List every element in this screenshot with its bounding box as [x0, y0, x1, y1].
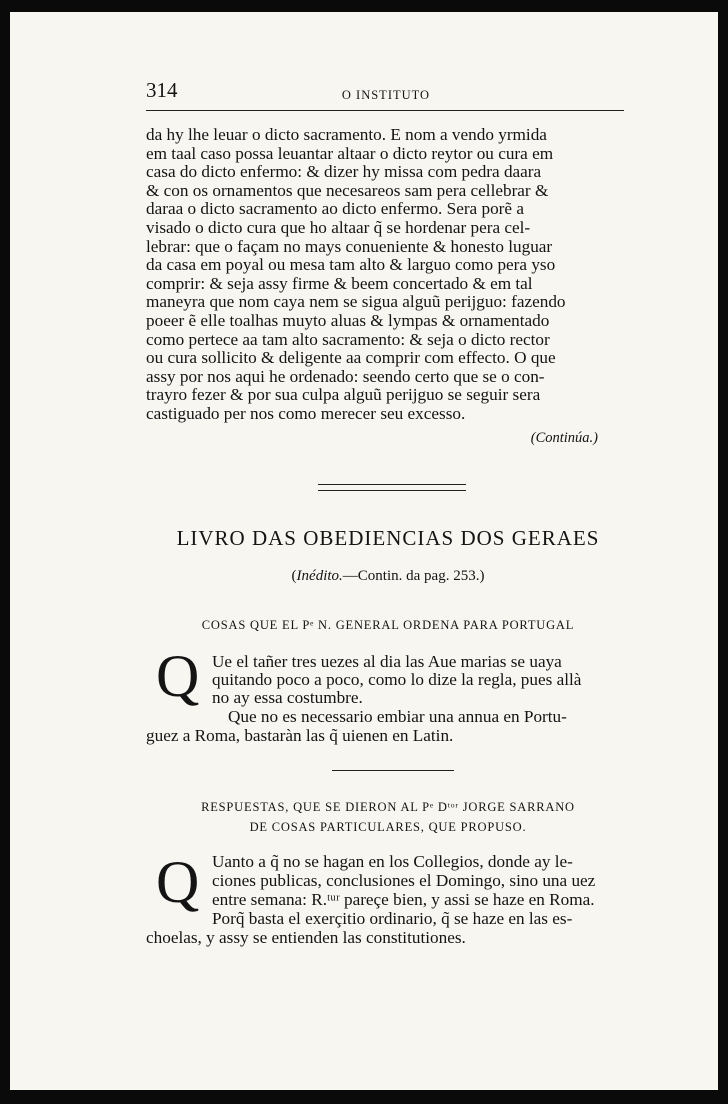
- text-line: como pertece aa tam alto sacramento: & seja o dicto rector: [146, 329, 550, 349]
- text-line: ou cura sollicito & deligente aa comprir com effecto. O que: [146, 348, 556, 368]
- text-line: casa do dicto enfermo: & dizer hy missa com pedra daara: [146, 162, 542, 182]
- text-line: castiguado per nos como merecer seu excesso.: [146, 403, 466, 423]
- text-line: em taal caso possa leuantar altaar o dicto reytor ou cura em: [146, 143, 554, 163]
- page-header: [146, 74, 626, 108]
- drop-cap: Q: [156, 643, 200, 709]
- continua-note: (Continúa.): [530, 430, 598, 446]
- text-line: Ue el tañer tres uezes al dia las Aue marias se uaya: [212, 652, 562, 671]
- text-line: poeer ẽ elle toalhas muyto aluas & lympas & ornamentado: [146, 310, 550, 330]
- text-line: ciones publicas, conclusiones el Domingo, sino una uez: [212, 871, 596, 890]
- running-title: O INSTITUTO: [341, 88, 431, 102]
- header-rule: [146, 110, 624, 111]
- section-rule: [332, 770, 454, 771]
- text-line: & con os ornamentos que necesareos sam pera cellebrar &: [146, 180, 549, 200]
- text-line: trayro fezer & por sua culpa alguũ perijguo se seguir sera: [146, 385, 541, 405]
- subheading-1: COSAS QUE EL Pᵉ N. GENERAL ORDENA PARA PORTUGAL: [201, 618, 575, 632]
- text-line: comprir: & seja assy firme & beem concertado & em tal: [146, 273, 533, 293]
- subheading-2: RESPUESTAS, QUE SE DIERON AL Pᵉ Dᵗᵒʳ JORGE SARRANO: [201, 800, 575, 814]
- subtitle-italic: Inédito.: [296, 568, 343, 584]
- text-line: no ay essa costumbre.: [212, 688, 363, 707]
- text-line: Uanto a q̃ no se hagan en los Collegios, donde ay le-: [212, 852, 573, 871]
- text-line: visado o dicto cura que ho altaar q̃ se hordenar pera cel-: [146, 217, 531, 237]
- text-line: Que no es necessario embiar una annua en Portu-: [228, 707, 567, 726]
- text-line: quitando poco a poco, como lo dize la regla, pues allà: [212, 670, 582, 689]
- text-line: maneyra que nom caya nem se sigua alguũ perijguo: fazendo: [146, 292, 566, 312]
- section-subtitle: (Inédito.—Contin. da pag. 253.): [291, 568, 485, 584]
- text-line: da casa em poyal ou mesa tam alto & larguo como pera yso: [146, 255, 556, 275]
- text-line: da hy lhe leuar o dicto sacramento. E nom a vendo yrmida: [146, 125, 547, 144]
- text-line: lebrar: que o façam no mays conueniente & honesto luguar: [146, 236, 553, 256]
- text-line: Porq̃ basta el exerçitio ordinario, q̃ se haze en las es-: [212, 909, 573, 928]
- text-line: daraa o dicto sacramento ao dicto enfermo. Sera porẽ a: [146, 199, 524, 219]
- text-line: entre semana: R.ᵗᵘʳ pareçe bien, y assi se haze en Roma.: [212, 890, 595, 909]
- text-line: choelas, y assy se entienden las constitutiones.: [146, 928, 466, 947]
- double-rule: [318, 484, 466, 491]
- page-number: 314: [146, 78, 178, 102]
- body-paragraph: [146, 126, 630, 424]
- subtitle-rest: —Contin. da pag. 253.: [342, 568, 480, 584]
- text-line: assy por nos aqui he ordenado: seendo certo que se o con-: [146, 366, 545, 386]
- drop-cap: Q: [156, 849, 200, 915]
- subheading-2: DE COSAS PARTICULARES, QUE PROPUSO.: [249, 820, 527, 834]
- text-line: guez a Roma, bastaràn las q̃ uienen en Latin.: [146, 726, 454, 745]
- section-title: LIVRO DAS OBEDIENCIAS DOS GERAES: [176, 526, 600, 550]
